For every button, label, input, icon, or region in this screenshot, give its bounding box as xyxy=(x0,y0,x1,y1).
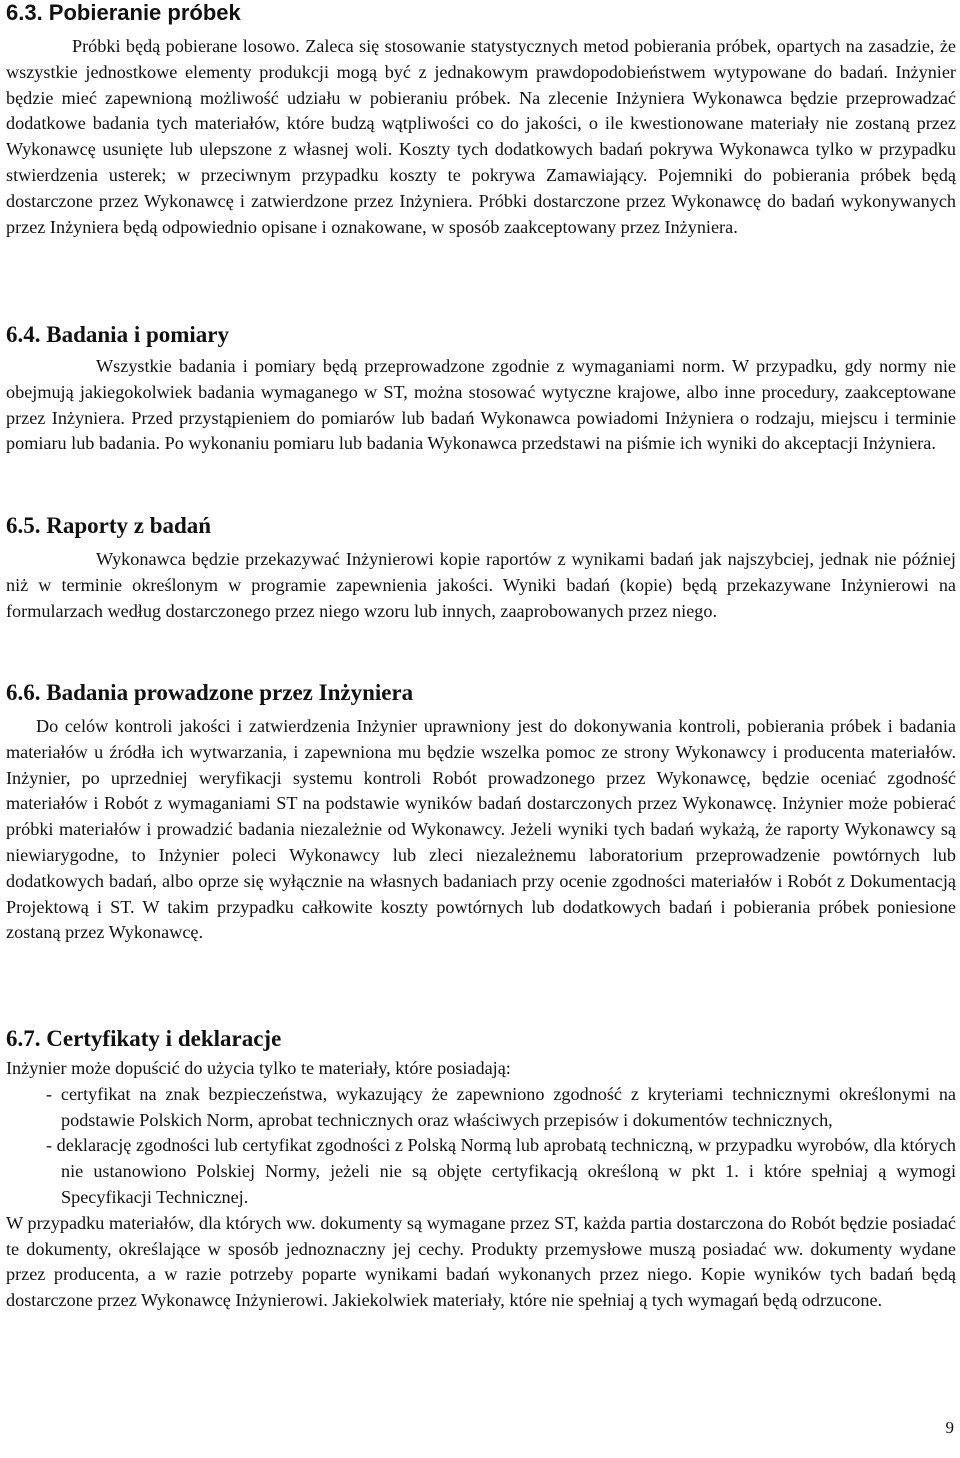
section-6-6 xyxy=(6,680,956,946)
section-body: Do celów kontroli jakości i zatwierdzenia Inżynier uprawniony jest do dokonywania kontroli, pobierania próbek i badania materiałów u źródła ich wytwarzania, i zapewniona mu będzie wszelka pomoc ze strony Wykonawcy i producenta materiałów. Inżynier, po uprzedniej weryfikacji systemu kontroli Robót prowadzonego przez Wykonawcę, będzie oceniać zgodność materiałów i Robót z wymaganiami ST na podstawie wyników badań dostarczonych przez Wykonawcę. Inżynier może pobierać próbki materiałów i prowadzić badania niezależnie od Wykonawcy. Jeżeli wyniki tych badań wykażą, że raporty Wykonawcy są niewiarygodne, to Inżynier poleci Wykonawcy lub zleci niezależnemu laboratorium przeprowadzenie powtórnych lub dodatkowych badań, albo oprze się wyłącznie na własnych badaniach przy ocenie zgodności materiałów i Robót z Dokumentacją Projektową i ST. W takim przypadku całkowite koszty powtórnych lub dodatkowych badań i pobierania próbek poniesione zostaną przez Wykonawcę. xyxy=(6,716,956,943)
requirements-list xyxy=(6,1082,956,1211)
section-body: Próbki będą pobierane losowo. Zaleca się stosowanie statystycznych metod pobierania próbek, opartych na zasadzie, że wszystkie jednostkowe elementy produkcji mogą być z jednakowym prawdopodobieństwem wytypowane do badań. Inżynier będzie mieć zapewnioną możliwość udziału w pobieraniu próbek. Na zlecenie Inżyniera Wykonawca będzie przeprowadzać dodatkowe badania tych materiałów, które budzą wątpliwości co do jakości, o ile kwestionowane materiały nie zostaną przez Wykonawcę usunięte lub ulepszone z własnej woli. Koszty tych dodatkowych badań pokrywa Wykonawca tylko w przypadku stwierdzenia usterek; w przeciwnym przypadku koszty te pokrywa Zamawiający. Pojemniki do pobierania próbek będą dostarczone przez Wykonawcę i zatwierdzone przez Inżyniera. Próbki dostarczone przez Wykonawcę do badań wykonywanych przez Inżyniera będą odpowiednio opisane i oznakowane, w sposób zaakceptowany przez Inżyniera. xyxy=(6,36,956,237)
section-6-4 xyxy=(6,322,956,457)
section-body: Wykonawca będzie przekazywać Inżynierowi kopie raportów z wynikami badań jak najszybciej, jednak nie później niż w terminie określonym w programie zapewnienia jakości. Wyniki badań (kopie) będą przekazywane Inżynierowi na formularzach według dostarczonego przez niego wzoru lub innych, zaaprobowanych przez niego. xyxy=(6,549,956,621)
list-item: - deklarację zgodności lub certyfikat zgodności z Polską Normą lub aprobatą techniczną, w przypadku wyrobów, dla których nie ustanowiono Polskiej Normy, jeżeli nie są objęte certyfikacją określoną w pkt 1. i które spełniaj ą wymogi Specyfikacji Technicznej. xyxy=(46,1135,956,1207)
section-heading: 6.7. Certyfikaty i deklaracje xyxy=(6,1026,282,1051)
section-heading: 6.6. Badania prowadzone przez Inżyniera xyxy=(6,680,414,705)
section-heading: 6.3. Pobieranie próbek xyxy=(6,0,241,25)
section-body: Wszystkie badania i pomiary będą przeprowadzone zgodnie z wymaganiami norm. W przypadku, gdy normy nie obejmują jakiegokolwiek badania wymaganego w ST, można stosować wytyczne krajowe, albo inne procedury, zaakceptowane przez Inżyniera. Przed przystąpieniem do pomiarów lub badań Wykonawca powiadomi Inżyniera o rodzaju, miejscu i terminie pomiaru lub badania. Po wykonaniu pomiaru lub badania Wykonawca przedstawi na piśmie ich wyniki do akceptacji Inżyniera. xyxy=(6,356,956,454)
section-6-3 xyxy=(6,0,956,240)
list-item: - certyfikat na znak bezpieczeństwa, wykazujący że zapewniono zgodność z kryteriami technicznymi określonymi na podstawie Polskich Norm, aprobat technicznych oraz właściwych przepisów i dokumentów technicznych, xyxy=(46,1083,956,1130)
section-heading: 6.5. Raporty z badań xyxy=(6,513,212,538)
section-6-7 xyxy=(6,1026,956,1314)
section-heading: 6.4. Badania i pomiary xyxy=(6,322,230,347)
section-outro: W przypadku materiałów, dla których ww. dokumenty są wymagane przez ST, każda partia dostarczona do Robót będzie posiadać te dokumenty, określające w sposób jednoznaczny jej cechy. Produkty przemysłowe muszą posiadać ww. dokumenty wydane przez producenta, a w razie potrzeby poparte wynikami badań wykonanych przez niego. Kopie wyników tych badań będą dostarczone przez Wykonawcę Inżynierowi. Jakiekolwiek materiały, które nie spełniaj ą tych wymagań będą odrzucone. xyxy=(6,1212,956,1311)
section-intro: Inżynier może dopuścić do użycia tylko te materiały, które posiadają: xyxy=(6,1058,511,1078)
page-number: 9 xyxy=(945,1418,954,1437)
section-6-5 xyxy=(6,513,956,624)
